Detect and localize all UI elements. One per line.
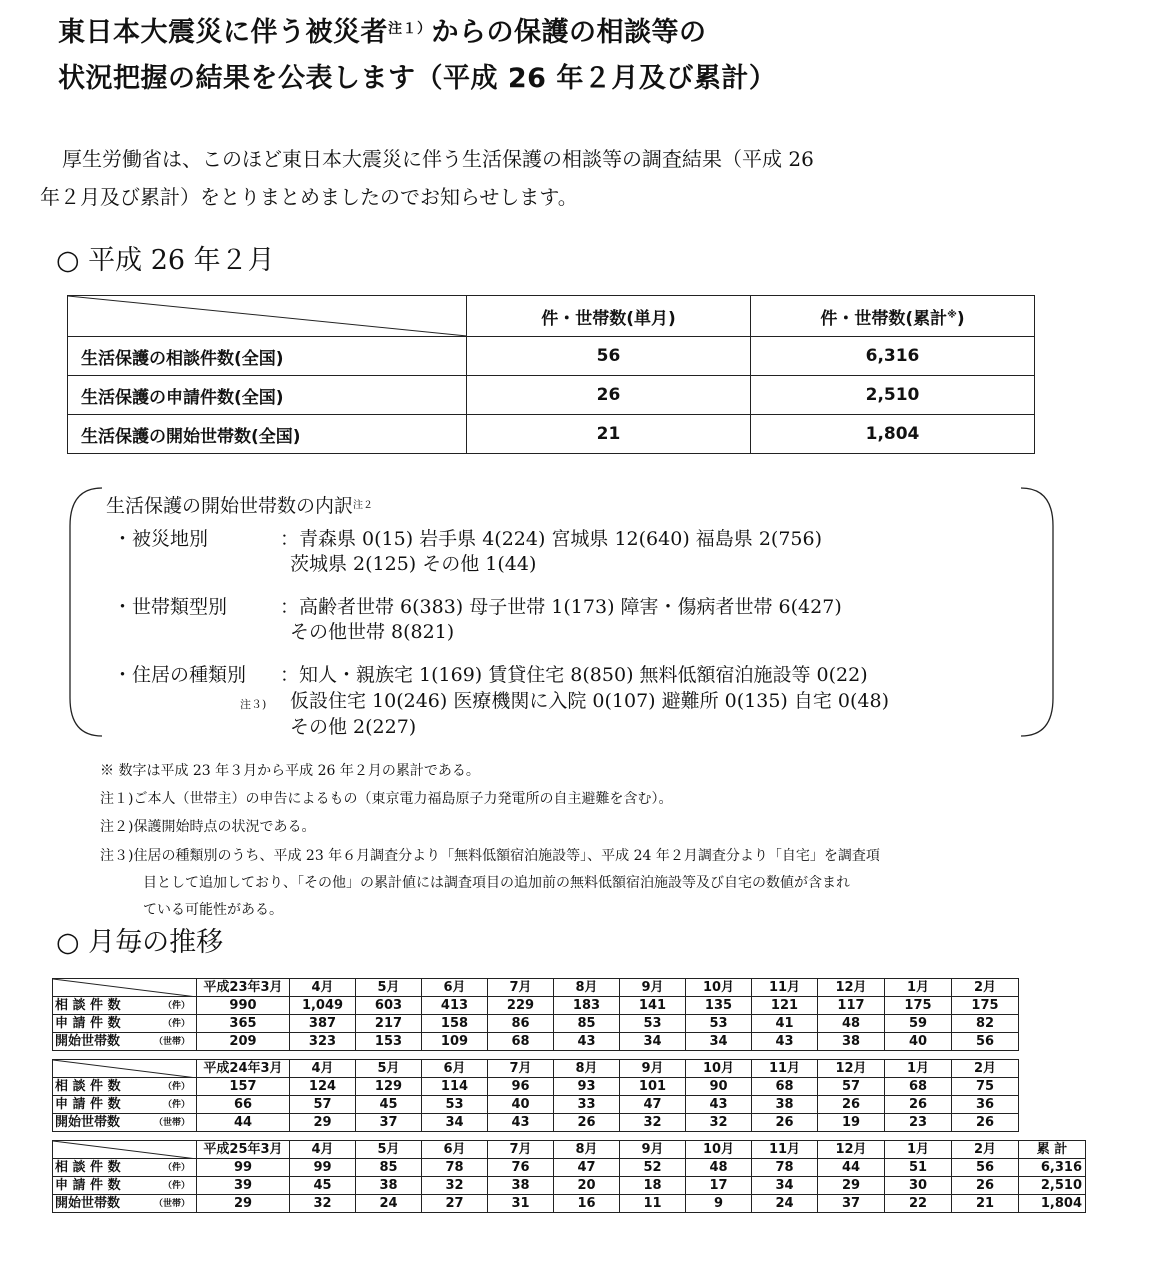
- note-1: 注１)ご本人（世帯主）の申告によるもの（東京電力福島原子力発電所の自主避難を含む）。: [100, 791, 673, 807]
- month-header: 2月: [952, 1060, 1019, 1078]
- table-row: 生活保護の開始世帯数(全国) 21 1,804: [68, 415, 1035, 454]
- month-header: 5月: [356, 1141, 422, 1159]
- data-cell: 114: [422, 1078, 488, 1096]
- data-cell: 26: [818, 1096, 885, 1114]
- data-cell: 11: [620, 1195, 686, 1213]
- note-3-cont2: ている可能性がある。: [143, 902, 283, 918]
- data-cell: 26: [952, 1114, 1019, 1132]
- data-cell: 47: [620, 1096, 686, 1114]
- month-header: 8月: [554, 1060, 620, 1078]
- data-cell: 33: [554, 1096, 620, 1114]
- data-cell: 229: [488, 997, 554, 1015]
- note-asterisk: ※ 数字は平成 23 年３月から平成 26 年２月の累計である。: [100, 763, 480, 779]
- month-header: 1月: [885, 1060, 952, 1078]
- data-cell: 53: [422, 1096, 488, 1114]
- data-cell: 323: [290, 1033, 356, 1051]
- note-2: 注２)保護開始時点の状況である。: [100, 819, 316, 835]
- breakdown-housing-label: ・住居の種類別: [113, 664, 247, 686]
- breakdown-type-line1: ：高齢者世帯 6(383) 母子世帯 1(173) 障害・傷病者世帯 6(427): [280, 596, 842, 618]
- data-cell: 34: [752, 1177, 818, 1195]
- month-header: 8月: [554, 979, 620, 997]
- data-cell: 40: [885, 1033, 952, 1051]
- data-cell: 78: [422, 1159, 488, 1177]
- data-cell: 99: [290, 1159, 356, 1177]
- table-row: [53, 1096, 1019, 1114]
- month-header: 10月: [686, 979, 752, 997]
- data-cell: 9: [686, 1195, 752, 1213]
- data-cell: 41: [752, 1015, 818, 1033]
- data-cell: 153: [356, 1033, 422, 1051]
- data-cell: 40: [488, 1096, 554, 1114]
- month-header: 10月: [686, 1141, 752, 1159]
- data-cell: 43: [686, 1096, 752, 1114]
- data-cell: 117: [818, 997, 885, 1015]
- data-cell: 93: [554, 1078, 620, 1096]
- total-header: 累 計: [1019, 1141, 1086, 1159]
- data-cell: 45: [290, 1177, 356, 1195]
- data-cell: 135: [686, 997, 752, 1015]
- data-cell: 34: [422, 1114, 488, 1132]
- data-cell: 68: [885, 1078, 952, 1096]
- total-cell: 6,316: [1019, 1159, 1086, 1177]
- month-header: 7月: [488, 979, 554, 997]
- section-heading-feb: ○ 平成 26 年２月: [56, 245, 275, 276]
- data-cell: 57: [818, 1078, 885, 1096]
- month-header: 4月: [290, 1060, 356, 1078]
- row-label: 相 談 件 数 （件）: [53, 1159, 197, 1177]
- data-cell: 129: [356, 1078, 422, 1096]
- data-cell: 37: [818, 1195, 885, 1213]
- data-cell: 365: [197, 1015, 290, 1033]
- month-header: 5月: [356, 979, 422, 997]
- data-cell: 30: [885, 1177, 952, 1195]
- data-cell: 32: [686, 1114, 752, 1132]
- month-header: 平成24年3月: [197, 1060, 290, 1078]
- data-cell: 39: [197, 1177, 290, 1195]
- data-cell: 36: [952, 1096, 1019, 1114]
- data-cell: 99: [197, 1159, 290, 1177]
- breakdown-heading: 生活保護の開始世帯数の内訳$^{注2}$: [106, 495, 374, 517]
- data-cell: 32: [620, 1114, 686, 1132]
- month-header: 2月: [952, 979, 1019, 997]
- data-cell: 16: [554, 1195, 620, 1213]
- data-cell: 24: [356, 1195, 422, 1213]
- data-cell: 38: [356, 1177, 422, 1195]
- total-cell: 1,804: [1019, 1195, 1086, 1213]
- summary-table: [67, 295, 1035, 454]
- data-cell: 157: [197, 1078, 290, 1096]
- data-cell: 209: [197, 1033, 290, 1051]
- table-row: 生活保護の申請件数(全国) 26 2,510: [68, 376, 1035, 415]
- data-cell: 26: [952, 1177, 1019, 1195]
- data-cell: 26: [885, 1096, 952, 1114]
- data-cell: 175: [952, 997, 1019, 1015]
- row-label: 開始世帯数 （世帯）: [53, 1195, 197, 1213]
- data-cell: 19: [818, 1114, 885, 1132]
- intro-paragraph: 厚生労働省は、このほど東日本大震災に伴う生活保護の相談等の調査結果（平成 26 年２月及び累計）をとりまとめましたのでお知らせします。: [40, 147, 814, 209]
- month-header: 9月: [620, 1060, 686, 1078]
- data-cell: 34: [620, 1033, 686, 1051]
- month-header: 5月: [356, 1060, 422, 1078]
- row-label: 申 請 件 数 （件）: [53, 1177, 197, 1195]
- data-cell: 26: [554, 1114, 620, 1132]
- breakdown-housing-line2: 仮設住宅 10(246) 医療機関に入院 0(107) 避難所 0(135) 自宅 0(48): [290, 690, 889, 712]
- table-row: [53, 1033, 1019, 1051]
- data-cell: 76: [488, 1159, 554, 1177]
- month-header: 12月: [818, 1141, 885, 1159]
- data-cell: 32: [290, 1195, 356, 1213]
- data-cell: 57: [290, 1096, 356, 1114]
- data-cell: 175: [885, 997, 952, 1015]
- data-cell: 90: [686, 1078, 752, 1096]
- month-header: 6月: [422, 979, 488, 997]
- data-cell: 75: [952, 1078, 1019, 1096]
- month-header: 12月: [818, 979, 885, 997]
- data-cell: 85: [356, 1159, 422, 1177]
- data-cell: 20: [554, 1177, 620, 1195]
- data-cell: 24: [752, 1195, 818, 1213]
- monthly-table-3: [52, 1140, 1086, 1213]
- month-header: 12月: [818, 1060, 885, 1078]
- diagonal-header-cell: [68, 296, 467, 337]
- month-header: 9月: [620, 979, 686, 997]
- data-cell: 86: [488, 1015, 554, 1033]
- month-header: 1月: [885, 1141, 952, 1159]
- month-header: 11月: [752, 1060, 818, 1078]
- row-label: 相 談 件 数 （件）: [53, 1078, 197, 1096]
- row-label: 相 談 件 数 （件）: [53, 997, 197, 1015]
- month-header: 平成25年3月: [197, 1141, 290, 1159]
- monthly-table-1: [52, 978, 1019, 1051]
- data-cell: 158: [422, 1015, 488, 1033]
- data-cell: 1,049: [290, 997, 356, 1015]
- data-cell: 44: [818, 1159, 885, 1177]
- data-cell: 387: [290, 1015, 356, 1033]
- table-row: 生活保護の相談件数(全国) 56 6,316: [68, 337, 1035, 376]
- data-cell: 37: [356, 1114, 422, 1132]
- table-row: [53, 1177, 1086, 1195]
- data-cell: 124: [290, 1078, 356, 1096]
- data-cell: 68: [488, 1033, 554, 1051]
- breakdown-area-line1: ：青森県 0(15) 岩手県 4(224) 宮城県 12(640) 福島県 2(756): [280, 528, 822, 550]
- data-cell: 66: [197, 1096, 290, 1114]
- month-header: 7月: [488, 1141, 554, 1159]
- data-cell: 48: [818, 1015, 885, 1033]
- data-cell: 56: [952, 1159, 1019, 1177]
- month-header: 9月: [620, 1141, 686, 1159]
- data-cell: 990: [197, 997, 290, 1015]
- row-label: 申 請 件 数 （件）: [53, 1015, 197, 1033]
- month-header: 6月: [422, 1060, 488, 1078]
- breakdown-housing-note: 注３): [240, 698, 267, 711]
- data-cell: 26: [752, 1114, 818, 1132]
- diagonal-header-cell: [53, 1141, 197, 1159]
- data-cell: 43: [554, 1033, 620, 1051]
- data-cell: 27: [422, 1195, 488, 1213]
- table-row: [53, 997, 1019, 1015]
- data-cell: 18: [620, 1177, 686, 1195]
- data-cell: 78: [752, 1159, 818, 1177]
- data-cell: 43: [488, 1114, 554, 1132]
- month-header: 4月: [290, 1141, 356, 1159]
- table-row: [53, 1078, 1019, 1096]
- data-cell: 121: [752, 997, 818, 1015]
- section-heading-monthly: ○ 月毎の推移: [56, 927, 224, 958]
- data-cell: 29: [290, 1114, 356, 1132]
- month-header: 11月: [752, 1141, 818, 1159]
- data-cell: 29: [197, 1195, 290, 1213]
- data-cell: 59: [885, 1015, 952, 1033]
- table-row: [53, 1114, 1019, 1132]
- data-cell: 85: [554, 1015, 620, 1033]
- data-cell: 51: [885, 1159, 952, 1177]
- note-3-cont: 目として追加しており、「その他」の累計値には調査項目の追加前の無料低額宿泊施設等及び自宅の数値が含まれ: [143, 875, 850, 891]
- month-header: 平成23年3月: [197, 979, 290, 997]
- header-single: 件・世帯数(単月): [467, 296, 751, 337]
- month-header: 4月: [290, 979, 356, 997]
- note-3: 注３)住居の種類別のうち、平成 23 年６月調査分より「無料低額宿泊施設等」、平成 24 年２月調査分より「自宅」を調査項: [100, 848, 880, 864]
- row-label: 開始世帯数 （世帯）: [53, 1033, 197, 1051]
- data-cell: 22: [885, 1195, 952, 1213]
- data-cell: 141: [620, 997, 686, 1015]
- month-header: 6月: [422, 1141, 488, 1159]
- breakdown-type-line2: その他世帯 8(821): [290, 621, 455, 643]
- data-cell: 34: [686, 1033, 752, 1051]
- data-cell: 101: [620, 1078, 686, 1096]
- row-label: 開始世帯数 （世帯）: [53, 1114, 197, 1132]
- data-cell: 38: [752, 1096, 818, 1114]
- data-cell: 56: [952, 1033, 1019, 1051]
- data-cell: 109: [422, 1033, 488, 1051]
- data-cell: 21: [952, 1195, 1019, 1213]
- data-cell: 31: [488, 1195, 554, 1213]
- data-cell: 68: [752, 1078, 818, 1096]
- month-header: 11月: [752, 979, 818, 997]
- row-label: 申 請 件 数 （件）: [53, 1096, 197, 1114]
- month-header: 2月: [952, 1141, 1019, 1159]
- breakdown-area-label: ・被災地別: [113, 528, 209, 550]
- total-cell: 2,510: [1019, 1177, 1086, 1195]
- data-cell: 23: [885, 1114, 952, 1132]
- data-cell: 17: [686, 1177, 752, 1195]
- data-cell: 29: [818, 1177, 885, 1195]
- page-title: 東日本大震災に伴う被災者$^{注1)}$からの保護の相談等の 状況把握の結果を公表します（平成 26 年２月及び累計）: [58, 17, 777, 94]
- table-row: [53, 1015, 1019, 1033]
- table-row: [53, 1195, 1086, 1213]
- data-cell: 53: [686, 1015, 752, 1033]
- month-header: 10月: [686, 1060, 752, 1078]
- data-cell: 38: [488, 1177, 554, 1195]
- data-cell: 48: [686, 1159, 752, 1177]
- header-total: 件・世帯数(累計※): [751, 296, 1035, 337]
- breakdown-type-label: ・世帯類型別: [113, 596, 228, 618]
- data-cell: 53: [620, 1015, 686, 1033]
- data-cell: 183: [554, 997, 620, 1015]
- breakdown-area-line2: 茨城県 2(125) その他 1(44): [290, 553, 537, 575]
- data-cell: 217: [356, 1015, 422, 1033]
- data-cell: 52: [620, 1159, 686, 1177]
- data-cell: 32: [422, 1177, 488, 1195]
- data-cell: 413: [422, 997, 488, 1015]
- month-header: 8月: [554, 1141, 620, 1159]
- month-header: 7月: [488, 1060, 554, 1078]
- data-cell: 43: [752, 1033, 818, 1051]
- diagonal-header-cell: [53, 979, 197, 997]
- breakdown-housing-line1: ：知人・親族宅 1(169) 賃貸住宅 8(850) 無料低額宿泊施設等 0(22): [280, 664, 868, 686]
- table-row: [53, 1159, 1086, 1177]
- data-cell: 44: [197, 1114, 290, 1132]
- data-cell: 82: [952, 1015, 1019, 1033]
- diagonal-header-cell: [53, 1060, 197, 1078]
- month-header: 1月: [885, 979, 952, 997]
- data-cell: 96: [488, 1078, 554, 1096]
- breakdown-housing-line3: その他 2(227): [290, 716, 417, 738]
- data-cell: 45: [356, 1096, 422, 1114]
- data-cell: 38: [818, 1033, 885, 1051]
- monthly-table-2: [52, 1059, 1019, 1132]
- data-cell: 603: [356, 997, 422, 1015]
- data-cell: 47: [554, 1159, 620, 1177]
